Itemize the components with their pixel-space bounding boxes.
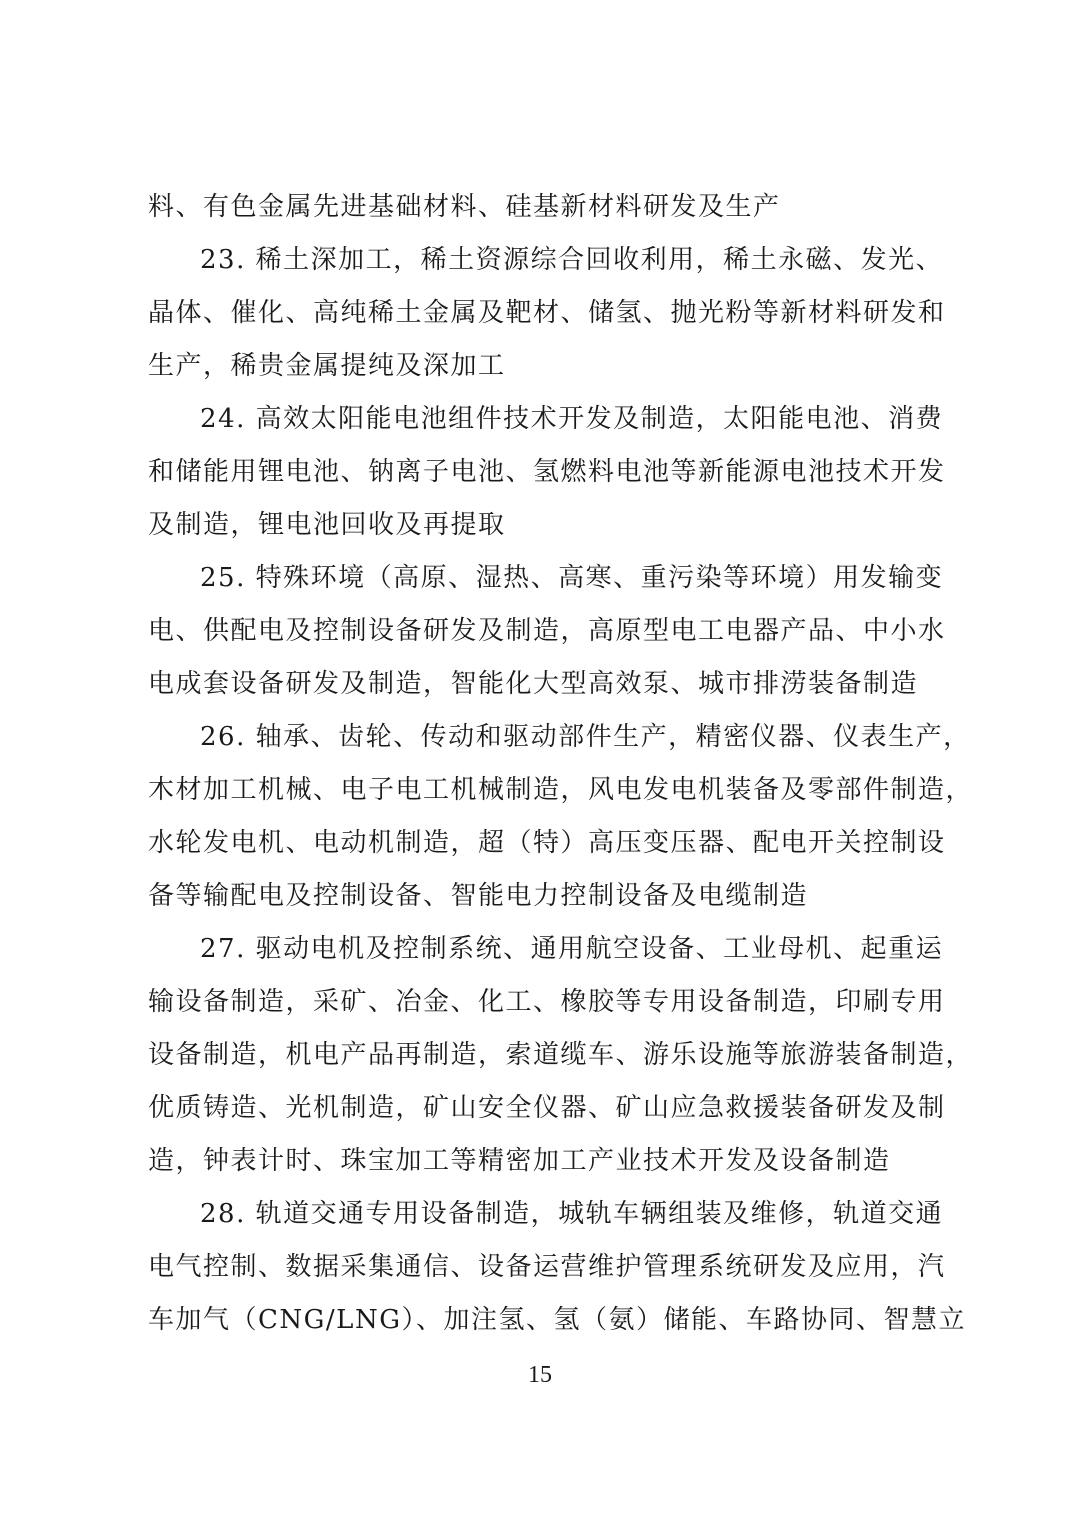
- text-line: 电、供配电及控制设备研发及制造，高原型电工电器产品、中小水: [148, 616, 946, 646]
- text-line: 电气控制、数据采集通信、设备运营维护管理系统研发及应用，汽: [148, 1252, 946, 1282]
- text-line: 电成套设备研发及制造，智能化大型高效泵、城市排涝装备制造: [148, 669, 919, 699]
- item-25-text: 25. 特殊环境（高原、湿热、高寒、重污染等环境）用发输变: [200, 563, 944, 593]
- text-line: 料、有色金属先进基础材料、硅基新材料研发及生产: [148, 192, 781, 222]
- item-26-text: 26. 轴承、齿轮、传动和驱动部件生产，精密仪器、仪表生产，: [200, 722, 971, 752]
- text-line: 车加气（CNG/LNG）、加注氢、氢（氨）储能、车路协同、智慧立: [148, 1305, 966, 1335]
- text-line: 及制造，锂电池回收及再提取: [148, 510, 506, 540]
- text-line: 水轮发电机、电动机制造，超（特）高压变压器、配电开关控制设: [148, 828, 946, 858]
- text-line: 设备制造，机电产品再制造，索道缆车、游乐设施等旅游装备制造，: [148, 1040, 974, 1070]
- item-23-text: 23. 稀土深加工，稀土资源综合回收利用，稀土永磁、发光、: [200, 245, 944, 275]
- item-27-text: 27. 驱动电机及控制系统、通用航空设备、工业母机、起重运: [200, 934, 944, 964]
- text-line: 和储能用锂电池、钠离子电池、氢燃料电池等新能源电池技术开发: [148, 457, 946, 487]
- text-line: 生产，稀贵金属提纯及深加工: [148, 351, 506, 381]
- text-line: 输设备制造，采矿、冶金、化工、橡胶等专用设备制造，印刷专用: [148, 987, 946, 1017]
- item-24-text: 24. 高效太阳能电池组件技术开发及制造，太阳能电池、消费: [200, 404, 944, 434]
- page-number: 15: [528, 1362, 552, 1388]
- text-line: 木材加工机械、电子电工机械制造，风电发电机装备及零部件制造，: [148, 775, 974, 805]
- text-line: 优质铸造、光机制造，矿山安全仪器、矿山应急救援装备研发及制: [148, 1093, 946, 1123]
- text-line: 备等输配电及控制设备、智能电力控制设备及电缆制造: [148, 881, 809, 911]
- text-line: 晶体、催化、高纯稀土金属及靶材、储氢、抛光粉等新材料研发和: [148, 298, 946, 328]
- text-line: 造，钟表计时、珠宝加工等精密加工产业技术开发及设备制造: [148, 1146, 891, 1176]
- item-28-text: 28. 轨道交通专用设备制造，城轨车辆组装及维修，轨道交通: [200, 1199, 944, 1229]
